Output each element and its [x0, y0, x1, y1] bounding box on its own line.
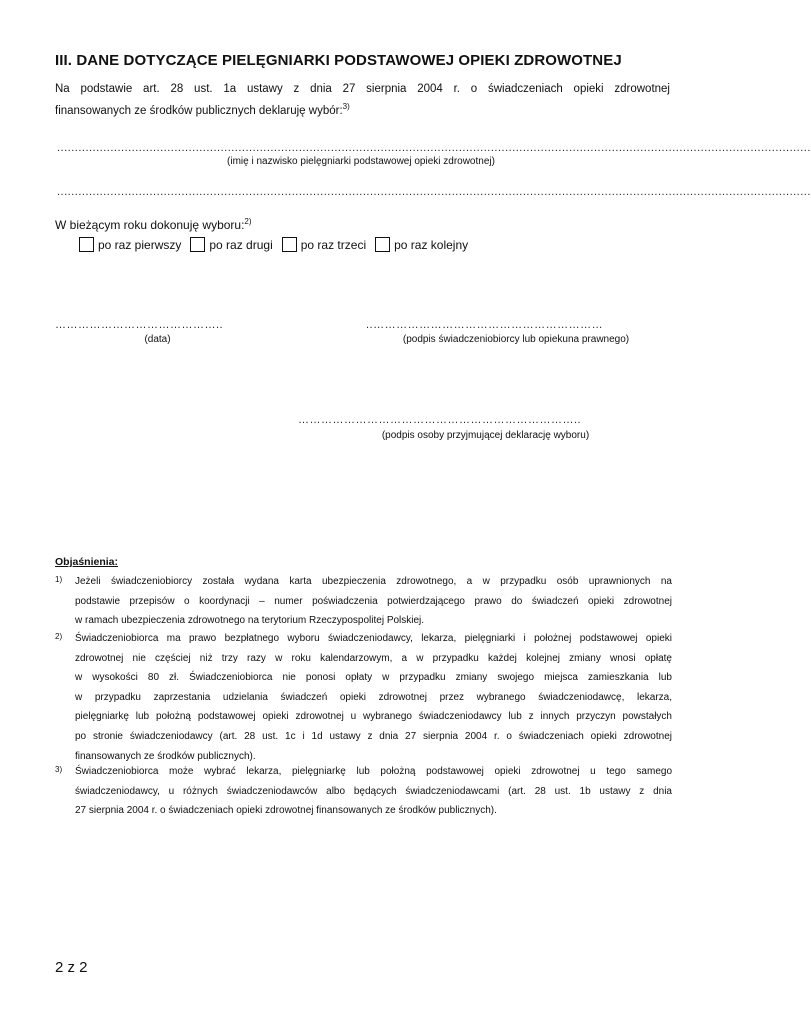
option-first[interactable] — [79, 237, 181, 252]
footnote-2 — [75, 629, 672, 766]
footnote-2-line: pielęgniarkę lub położną podstawowej opieki zdrowotnej u wybranego świadczeniodawcy lub z innych przyczyn powstałych — [75, 711, 672, 723]
nurse-name-field[interactable]: .................................................................................................................................................................................................................... — [57, 142, 811, 154]
footnote-3-line: 27 sierpnia 2004 r. o świadczeniach opieki zdrowotnej finansowanych ze środków publicznych). — [75, 805, 497, 817]
choice-footnote-ref: 2) — [244, 217, 252, 226]
checkbox-second[interactable] — [190, 237, 205, 252]
footnote-1-line: Jeżeli świadczeniobiorcy została wydana karta ubezpieczenia zdrowotnego, a w przypadku osób uprawnionych na — [75, 576, 672, 587]
footnote-1-line: w ramach ubezpieczenia zdrowotnego na terytorium Rzeczypospolitej Polskiej. — [75, 615, 425, 627]
option-second[interactable] — [190, 237, 272, 252]
footnote-2-line: finansowanych ze środków publicznych). — [75, 750, 256, 762]
section-title: III. DANE DOTYCZĄCE PIELĘGNIARKI PODSTAWOWEJ OPIEKI ZDROWOTNEJ — [55, 52, 622, 69]
option-second-label: po raz drugi — [209, 237, 273, 252]
date-caption: (data) — [144, 334, 171, 345]
option-third[interactable] — [282, 237, 366, 252]
option-next[interactable] — [375, 237, 468, 252]
intro-line-2 — [55, 100, 670, 122]
footnote-2-line: po stronie świadczeniodawcy (art. 28 ust. 1c i 1d ustawy z dnia 27 sierpnia 2004 r. o świadczeniach opieki zdrowotnej — [75, 730, 672, 742]
choice-heading-text: W bieżącym roku dokonuję wyboru: — [55, 218, 245, 232]
checkbox-third[interactable] — [282, 237, 297, 252]
choice-options — [79, 237, 477, 252]
footnote-2-marker: 2) — [55, 632, 63, 641]
footnote-2-line: w wysokości 80 zł. Świadczeniobiorca nie ponosi opłaty w przypadku zmiany swojego miejsca zamieszkania lub — [75, 672, 672, 684]
patient-signature-field[interactable]: ..…………………………………………………… — [366, 319, 604, 331]
page-number: 2 z 2 — [55, 959, 88, 976]
checkbox-first[interactable] — [79, 237, 94, 252]
option-third-label: po raz trzeci — [300, 237, 367, 252]
nurse-name-caption: (imię i nazwisko pielęgniarki podstawowej opieki zdrowotnej) — [227, 156, 495, 167]
option-next-label: po raz kolejny — [394, 237, 469, 252]
receiver-signature-caption: (podpis osoby przyjmującej deklarację wyboru) — [381, 430, 590, 441]
footnote-1 — [75, 572, 672, 631]
intro-footnote-ref: 3) — [342, 102, 350, 111]
footnote-3-marker: 3) — [55, 765, 63, 774]
option-first-label: po raz pierwszy — [98, 237, 182, 252]
footnote-1-marker: 1) — [55, 575, 63, 584]
nurse-name-field-2[interactable]: .................................................................................................................................................................................................................... — [57, 186, 811, 198]
intro-line-2-text: finansowanych ze środków publicznych deklaruję wybór: — [55, 105, 343, 117]
footnote-3 — [75, 762, 672, 821]
footnote-2-line: zdrowotnej nie częściej niż trzy razy w roku kalendarzowym, a w przypadku każdej kolejnej zmiany wnosi opłatę — [75, 652, 672, 664]
footnote-1-line: podstawie przepisów o koordynacji – numer poświadczenia potwierdzającego prawo do świadczeń opieki zdrowotnej — [75, 595, 672, 607]
choice-heading — [55, 218, 252, 232]
receiver-signature-field[interactable]: ……………………………………………………………….. — [298, 414, 582, 426]
date-field[interactable]: …………………………………….. — [55, 319, 224, 331]
footnote-2-line: w przypadku zaprzestania udzielania świadczeń opieki zdrowotnej przez wybranego świadczeniodawcę, lekarza, — [75, 691, 672, 703]
footnote-2-line: Świadczeniobiorca ma prawo bezpłatnego wyboru świadczeniodawcy, lekarza, pielęgniarki i położnej podstawowej opieki — [75, 633, 672, 644]
checkbox-next[interactable] — [375, 237, 390, 252]
intro-line-1: Na podstawie art. 28 ust. 1a ustawy z dnia 27 sierpnia 2004 r. o świadczeniach opieki zdrowotnej — [55, 83, 670, 95]
footnote-3-line: świadczeniodawcy, u różnych świadczeniodawców albo będących świadczeniodawcami (art. 28 ust. 1b ustawy z dnia — [75, 785, 672, 797]
footnote-3-line: Świadczeniobiorca może wybrać lekarza, pielęgniarkę lub położną podstawowej opieki zdrowotnej u tego samego — [75, 766, 672, 777]
notes-title: Objaśnienia: — [55, 556, 119, 568]
patient-signature-caption: (podpis świadczeniobiorcy lub opiekuna prawnego) — [402, 334, 630, 345]
